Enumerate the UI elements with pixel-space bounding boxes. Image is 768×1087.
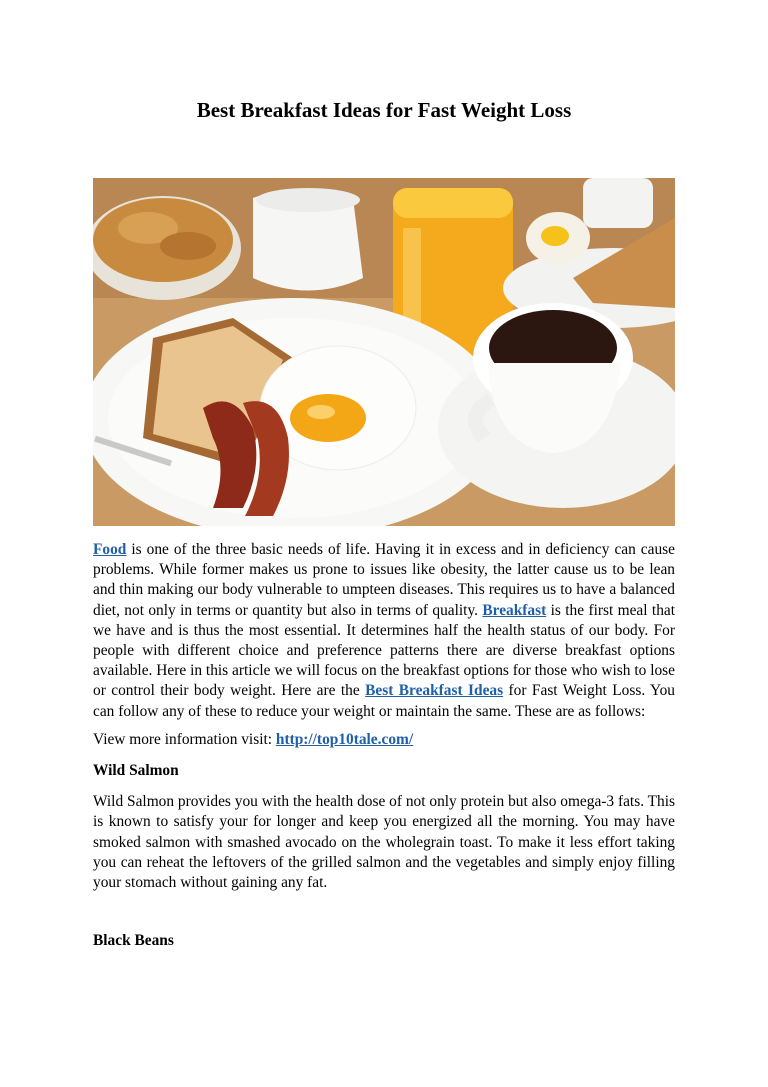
heading-black-beans: Black Beans: [93, 932, 174, 950]
breakfast-photo: [93, 178, 675, 526]
breakfast-link[interactable]: Breakfast: [482, 601, 547, 619]
wild-salmon-paragraph: Wild Salmon provides you with the health dose of not only protein but also omega-3 fats. This is known to satisfy your for longer and keep you energized all the morning. You may have smoked salmon with smashed avocado on the wholegrain toast. To make it less effort taking you can reheat the leftovers of the grilled salmon and the vegetables and simply enjoy filling your stomach without gaining any fat.: [93, 793, 675, 892]
intro-paragraph: [93, 540, 675, 722]
visit-label: View more information visit:: [93, 730, 276, 748]
intro-text-2: is the first meal that we have and is thus the most essential. It determines half the health status of our body. For people with different choice and preference patterns there are diverse breakfast options available. Here in this article we will focus on the breakfast options for those who wish to lose or control their body weight. Here are the: [93, 601, 675, 700]
intro-text-1: is one of the three basic needs of life. Having it in excess and in deficiency can cause problems. While former makes us prone to issues like obesity, the latter cause us to be lean and thin making our body vulnerable to umpteen diseases. This requires us to have a balanced diet, not only in terms or quantity but also in terms of quality.: [93, 541, 675, 619]
heading-wild-salmon: Wild Salmon: [93, 762, 179, 780]
visit-line: [93, 730, 675, 750]
intro-text-3: for Fast Weight Loss. You can follow any of these to reduce your weight or maintain the same. These are as follows:: [93, 682, 675, 720]
article-body: [93, 540, 675, 951]
food-link[interactable]: Food: [93, 541, 127, 558]
top10tale-link[interactable]: http://top10tale.com/: [275, 730, 414, 748]
best-breakfast-ideas-link[interactable]: Best Breakfast Ideas: [365, 682, 504, 700]
page-title: Best Breakfast Ideas for Fast Weight Loss: [196, 98, 572, 122]
